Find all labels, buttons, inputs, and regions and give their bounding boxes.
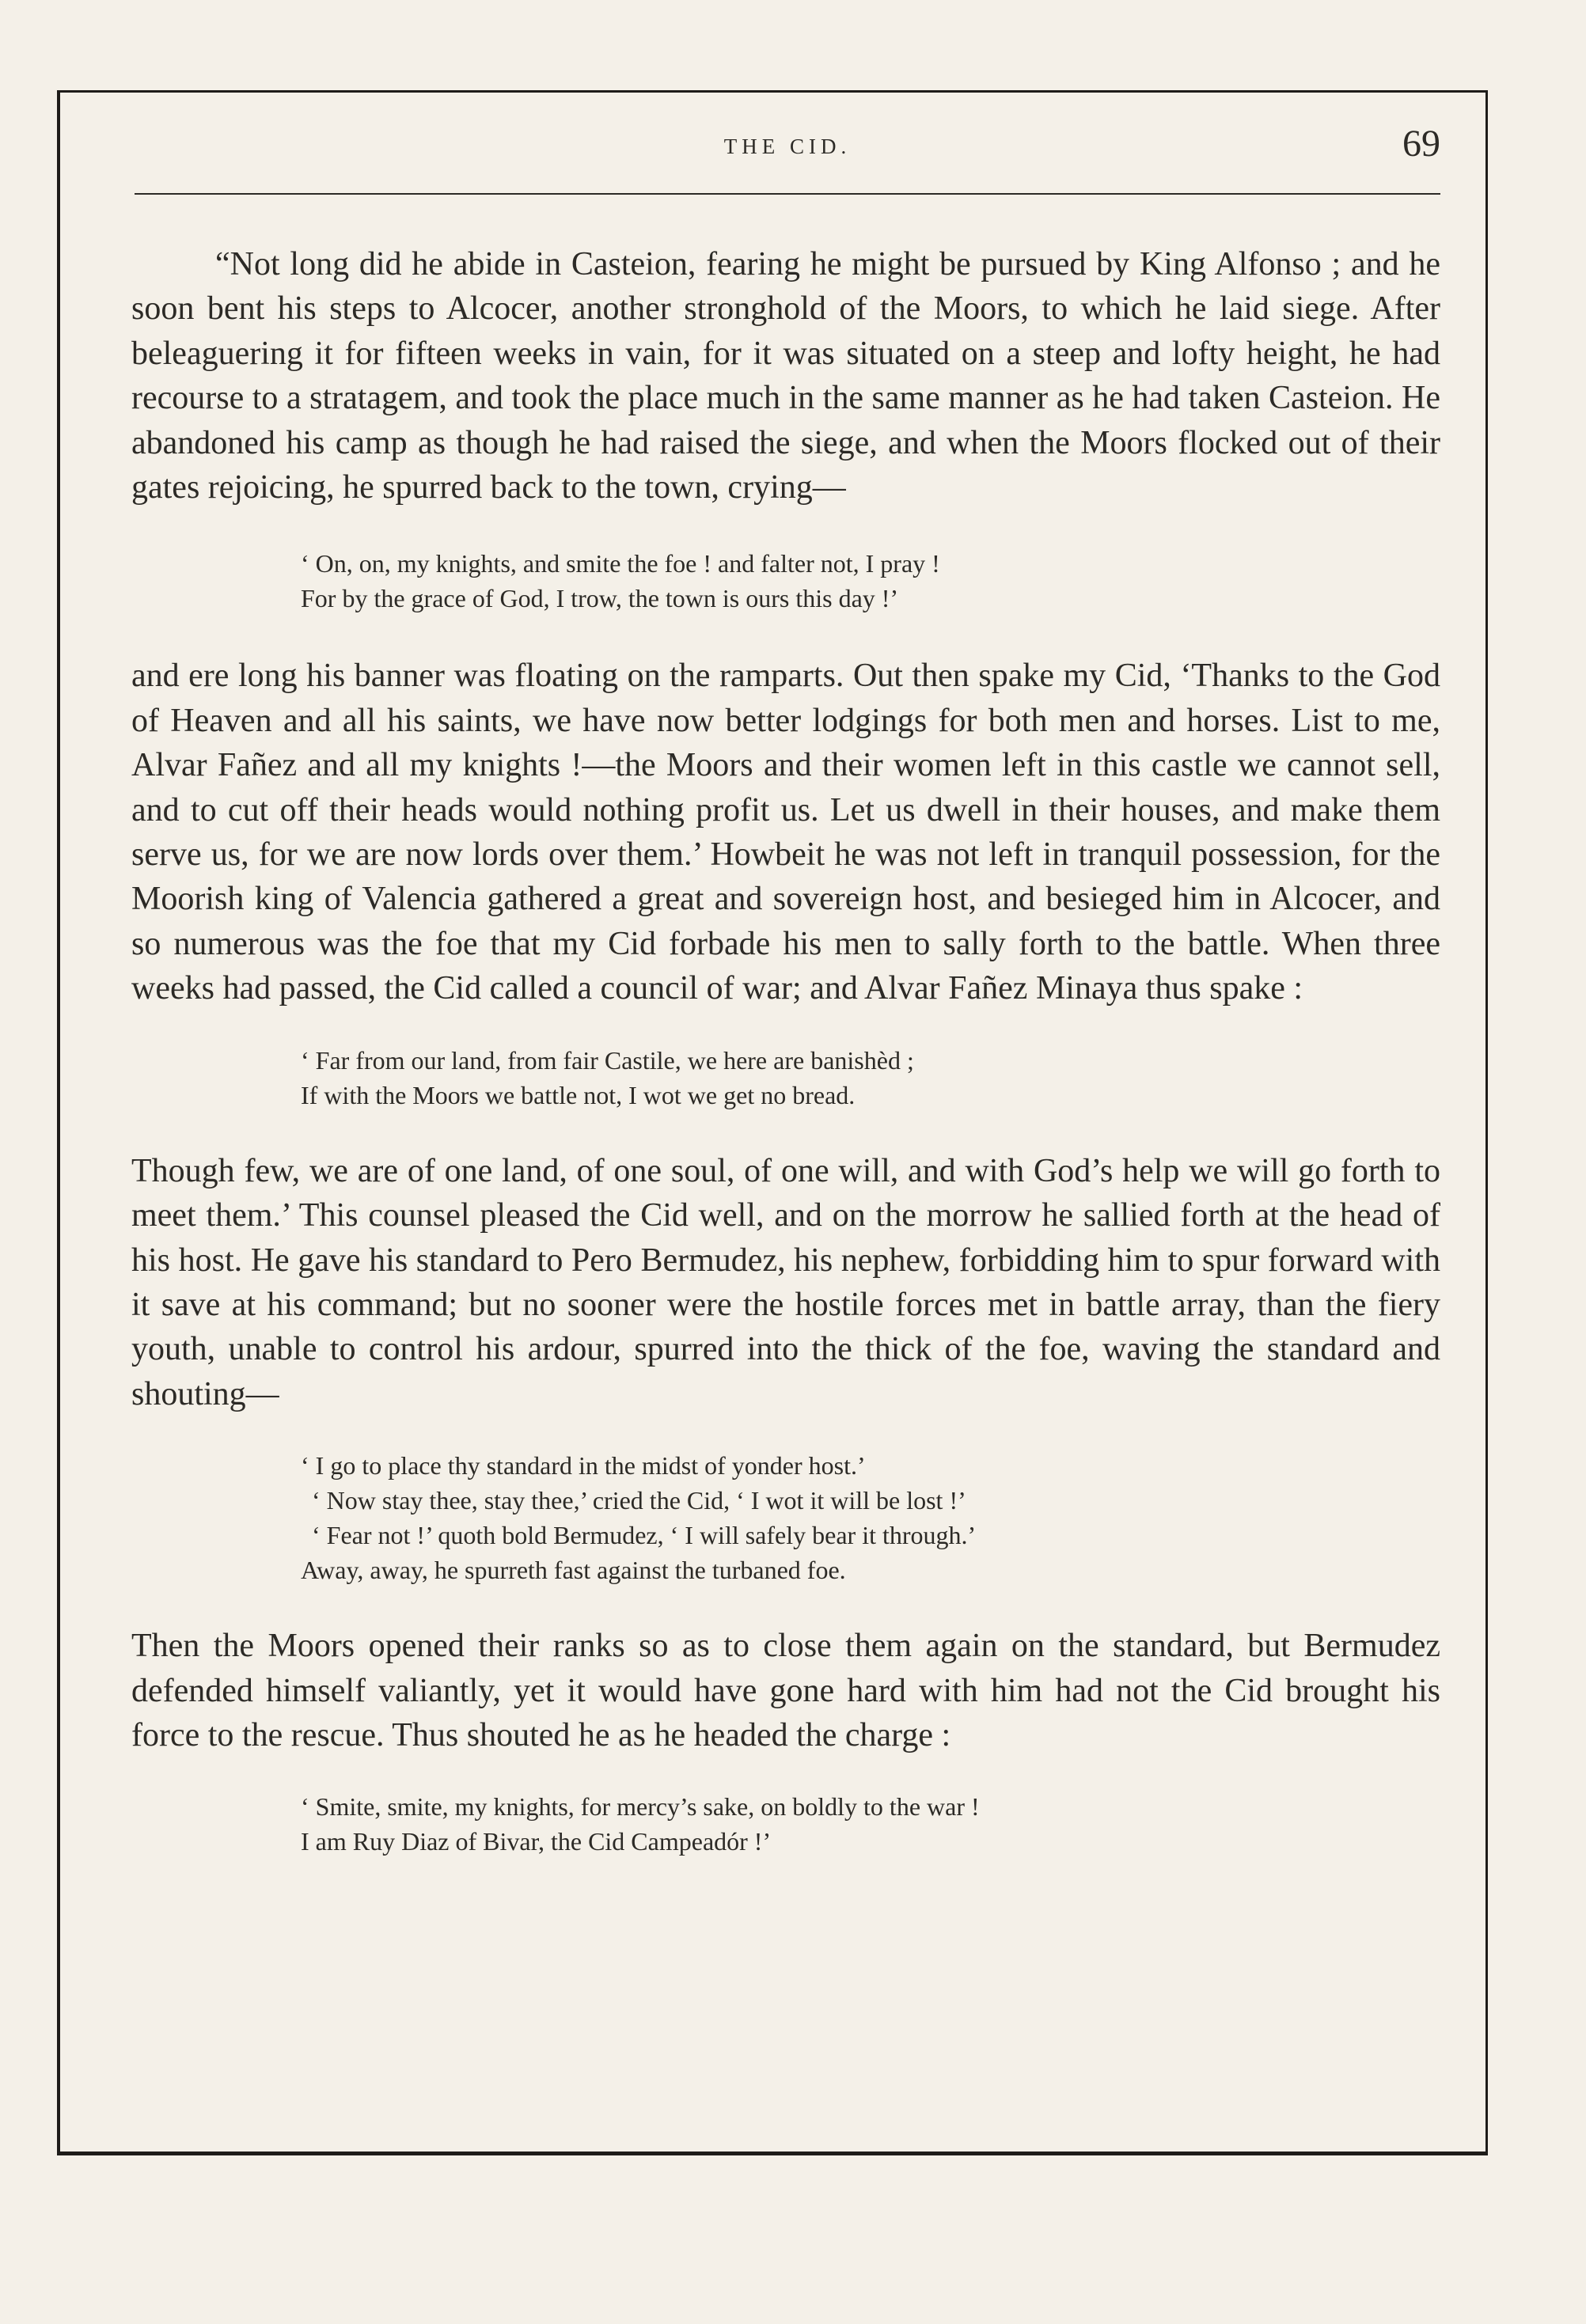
body-text bbox=[131, 242, 1440, 1859]
running-head: THE CID. bbox=[723, 135, 852, 158]
verse-1 bbox=[131, 546, 1440, 616]
page-header bbox=[135, 119, 1440, 182]
paragraph-2: and ere long his banner was floating on the ramparts. Out then spake my Cid, ‘Thanks to the God of Heaven and all his saints, we have now better lodgings for both men and horses. List to me, Alvar Fañez and all my knights !—the Moors and their women left in this castle we cannot sell, and to cut off their heads would nothing profit us. Let us dwell in their houses, and make them serve us, for we are now lords over them.’ Howbeit he was not left in tranquil possession, for the Moorish king of Valencia gathered a great and sovereign host, and besieged him in Alcocer, and so numerous was the foe that my Cid forbade his men to sally forth to the battle. When three weeks had passed, the Cid called a council of war; and Alvar Fañez Minaya thus spake : bbox=[131, 658, 1440, 1007]
verse-2 bbox=[131, 1043, 1440, 1113]
verse-4 bbox=[131, 1789, 1440, 1859]
verse-line: ‘ Smite, smite, my knights, for mercy’s sake, on boldly to the war ! bbox=[301, 1792, 980, 1822]
verse-line: If with the Moors we battle not, I wot we get no bread. bbox=[301, 1080, 856, 1109]
verse-3 bbox=[131, 1448, 1440, 1587]
verse-line: ‘ Far from our land, from fair Castile, we here are banishèd ; bbox=[301, 1045, 914, 1075]
paragraph-1: “Not long did he abide in Casteion, fearing he might be pursued by King Alfonso ; and he soon bent his steps to Alcocer, another stronghold of the Moors, to which he laid siege. After beleaguering it for fifteen weeks in vain, for it was situated on a steep and lofty height, he had recourse to a stratagem, and took the place much in the same manner as he had taken Casteion. He abandoned his camp as though he had raised the siege, and when the Moors flocked out of their gates rejoicing, he spurred back to the town, crying— bbox=[131, 246, 1440, 506]
verse-line: Away, away, he spurreth fast against the turbaned foe. bbox=[301, 1556, 846, 1585]
verse-line: ‘ I go to place thy standard in the midst of yonder host.’ bbox=[301, 1451, 866, 1480]
header-rule bbox=[135, 193, 1440, 195]
verse-line: For by the grace of God, I trow, the town is ours this day !’ bbox=[301, 584, 899, 613]
paragraph-3: Though few, we are of one land, of one soul, of one will, and with God’s help we will go forth to meet them.’ This counsel pleased the Cid well, and on the morrow he sallied forth at the head of his host. He gave his standard to Pero Bermudez, his nephew, forbidding him to spur forward with it save at his command; but no sooner were the hostile forces met in battle array, than the fiery youth, unable to control his ardour, spurred into the thick of the foe, waving the standard and shouting— bbox=[131, 1152, 1440, 1412]
verse-line: ‘ Fear not !’ quoth bold Bermudez, ‘ I will safely bear it through.’ bbox=[312, 1521, 977, 1550]
paragraph-4: Then the Moors opened their ranks so as to close them again on the standard, but Bermudez defended himself valiantly, yet it would have gone hard with him had not the Cid brought his force to the rescue. Thus shouted he as he headed the charge : bbox=[131, 1628, 1440, 1753]
verse-line: I am Ruy Diaz of Bivar, the Cid Campeadór !’ bbox=[301, 1827, 772, 1856]
verse-line: ‘ Now stay thee, stay thee,’ cried the Cid, ‘ I wot it will be lost !’ bbox=[312, 1486, 966, 1515]
page-number: 69 bbox=[1402, 123, 1440, 165]
verse-line: ‘ On, on, my knights, and smite the foe ! and falter not, I pray ! bbox=[301, 549, 940, 578]
